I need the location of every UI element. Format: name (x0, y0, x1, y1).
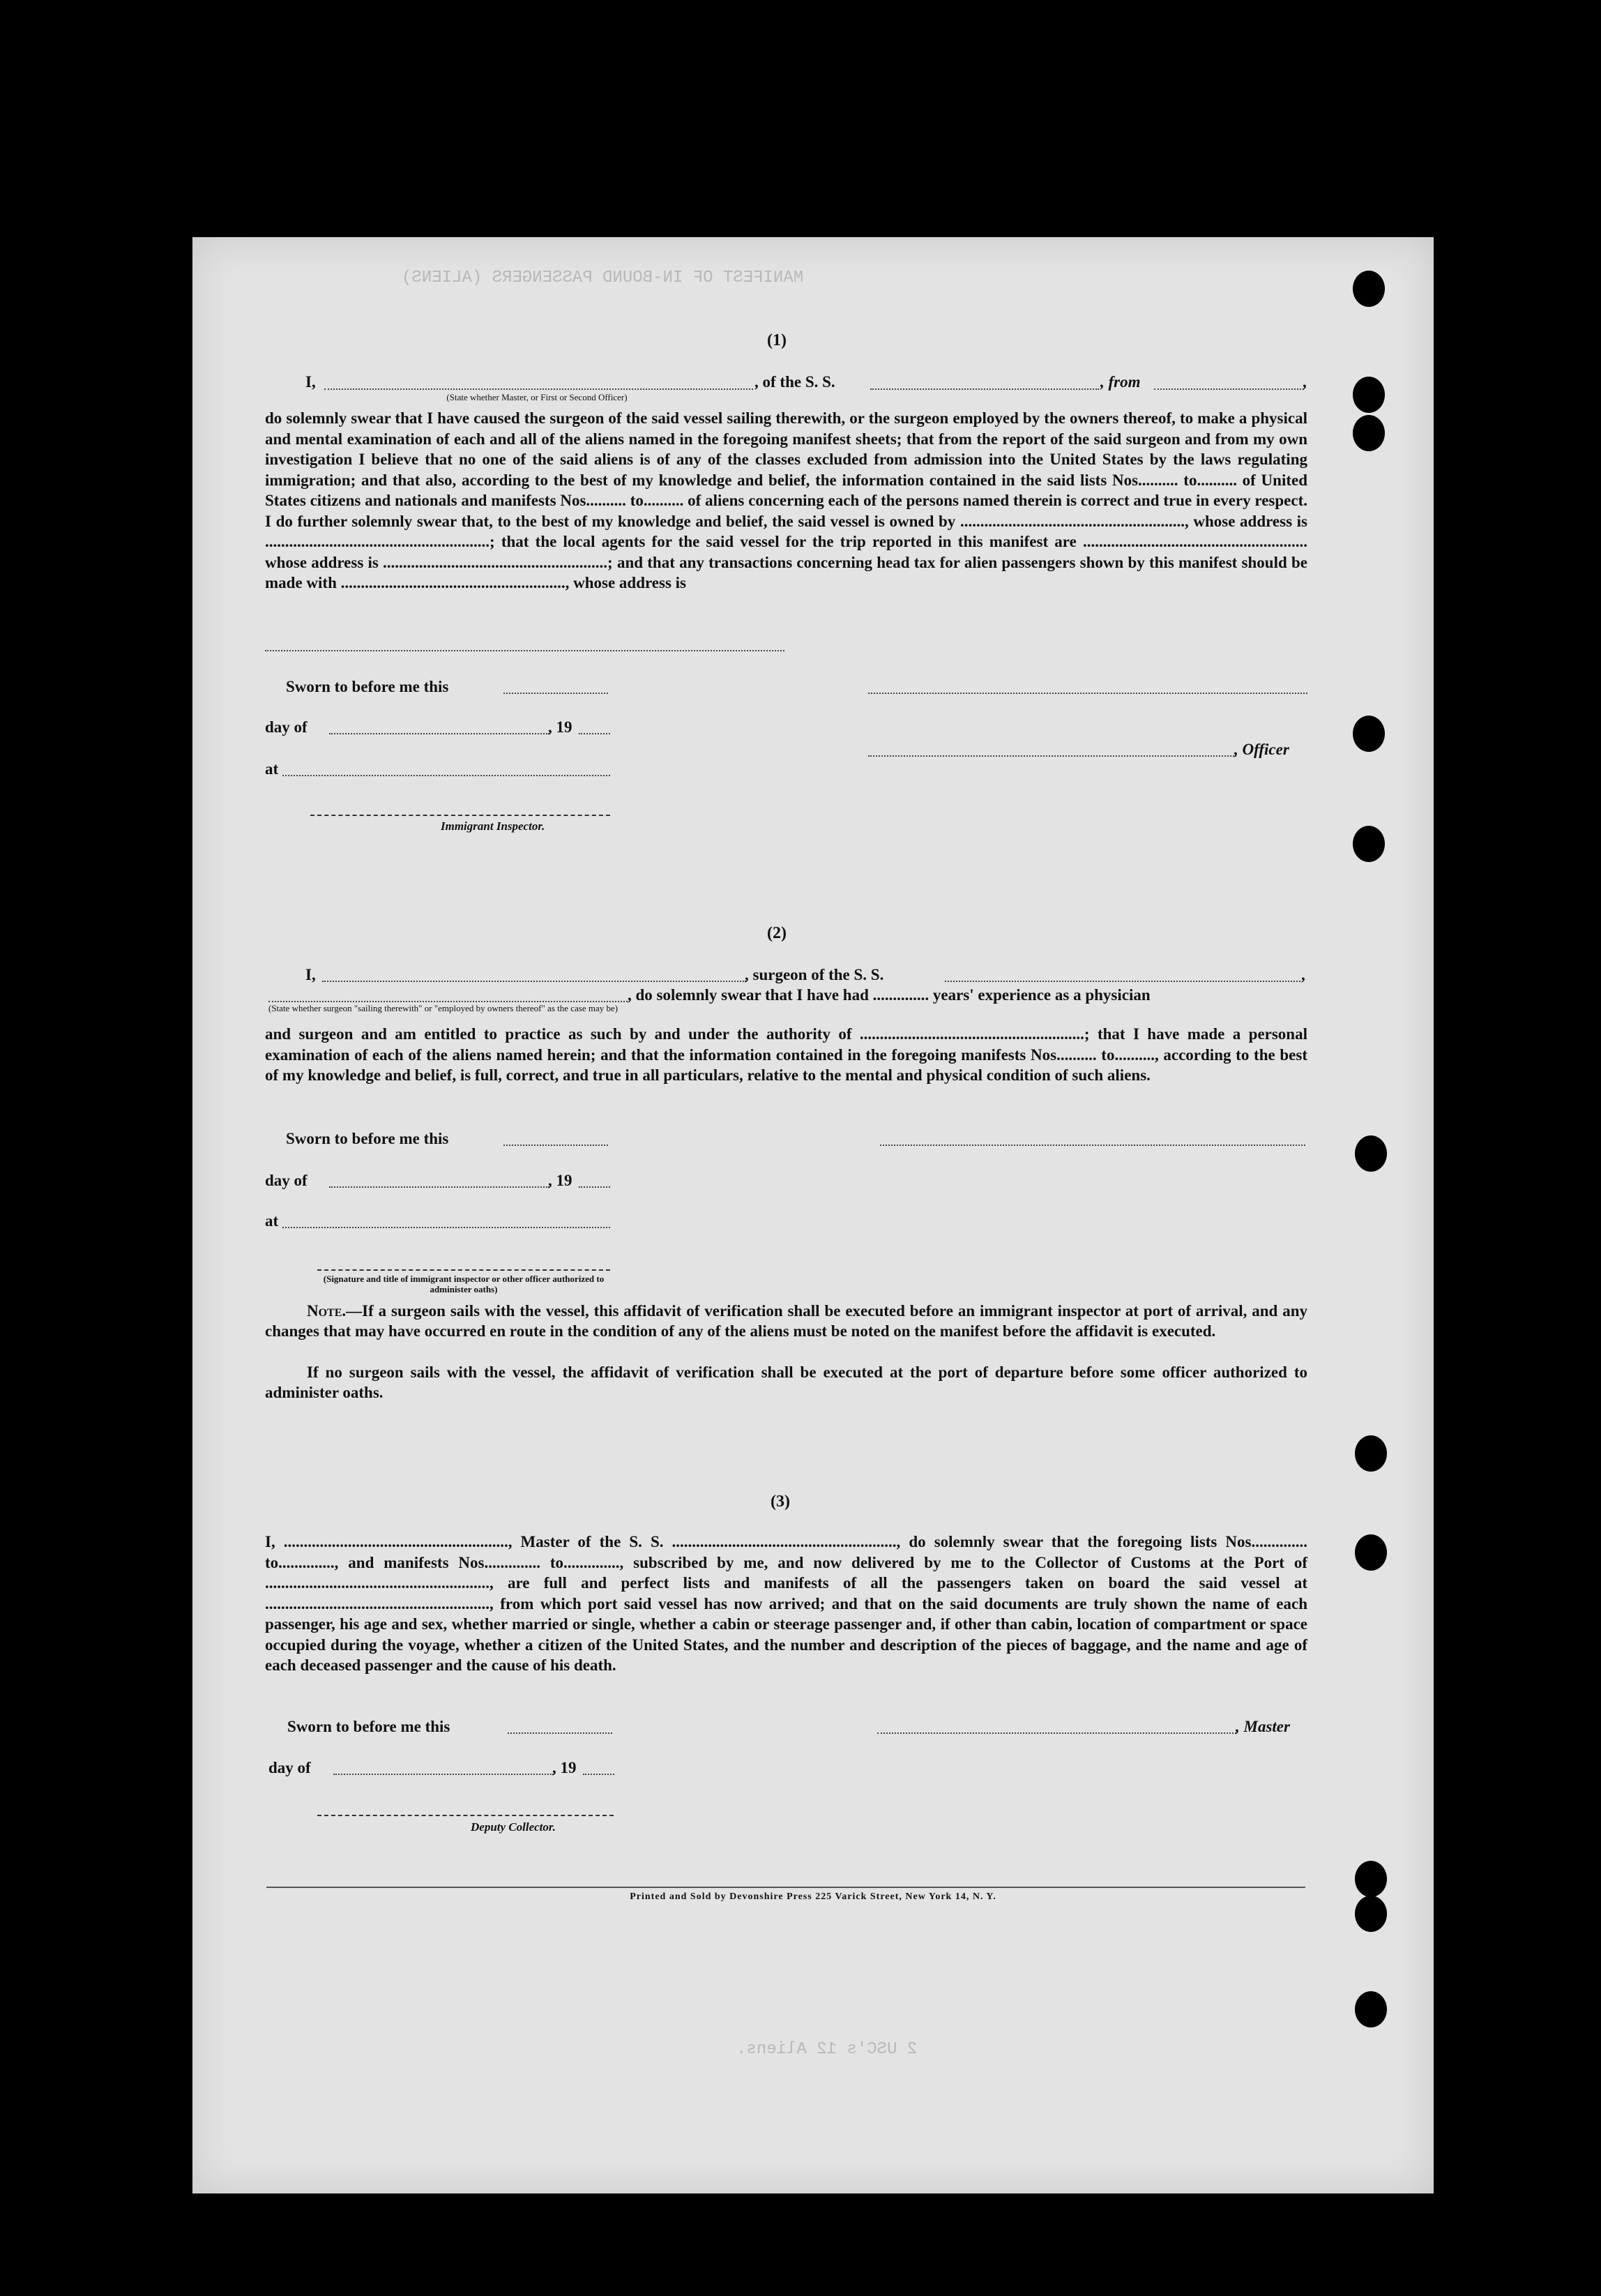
s3-master-line[interactable] (877, 1732, 1236, 1734)
section-1-number: (1) (767, 331, 787, 349)
s3-year-field[interactable] (583, 1774, 614, 1775)
s1-ship-name-field[interactable] (870, 388, 1099, 390)
s3-sworn-date-field[interactable] (508, 1732, 612, 1734)
s2-note-lead: Note. (307, 1302, 347, 1320)
section-3-number: (3) (771, 1493, 790, 1511)
s3-year-label: , 19 (552, 1759, 577, 1776)
s1-day-of-label: day of (265, 718, 308, 736)
s2-inspector-line[interactable] (317, 1269, 610, 1271)
punch-hole-4 (1353, 716, 1385, 752)
s1-from-label: , from (1100, 373, 1141, 391)
s2-sworn-date-field[interactable] (503, 1145, 608, 1146)
s3-day-of-field[interactable] (333, 1774, 554, 1775)
s1-inspector-line[interactable] (310, 815, 610, 816)
s3-oath-text: I, ........................................................, Master of the S. S. ........................................................, do solemnly swear that the foregoing lists Nos.............. to.............., and manifests Nos.............. to.............., subscribed by me, and now delivered by me to the Collector of Customs at the Port of ........................................................, are full and perfect lists and manifests of all the passengers taken on board the said vessel at ........................................................, from which port said vessel has now arrived; and that on the said documents are truly shown the name of each passenger, his age and sex, whether married or single, whether a cabin or steerage passenger and, if other than cabin, location of compartment or space occupied during the voyage, whether a citizen of the United States, and the number and description of the pieces of baggage, and the name and age of each deceased passenger and the cause of his death. (265, 1533, 1307, 1674)
s2-sworn-label: Sworn to before me this (286, 1130, 449, 1147)
s1-at-field[interactable] (282, 775, 610, 776)
s2-sublabel: (State whether surgeon "sailing therewith" or "employed by owners thereof" as the case may be) (268, 1003, 619, 1013)
punch-hole-6 (1355, 1135, 1387, 1172)
s2-oath-text: and surgeon and am entitled to practice as such by and under the authority of ........................................................; that I have made a personal examination of each of the aliens named herein; and that the information contained in the foregoing manifests Nos.......... to.........., according to the best of my knowledge and belief, is full, correct, and true in all particulars, relative to the mental and physical condition of such aliens. (265, 1025, 1307, 1084)
s2-year-field[interactable] (579, 1186, 610, 1188)
punch-hole-8 (1355, 1534, 1387, 1571)
s1-inspector-label: Immigrant Inspector. (441, 820, 545, 833)
s2-day-of-label: day of (265, 1172, 308, 1189)
bleed-through-footer: 2 USC's 12 Aliens. (736, 2040, 918, 2059)
s1-from-port-field[interactable] (1154, 388, 1304, 390)
s1-at-label: at (265, 760, 279, 778)
punch-hole-2 (1353, 377, 1385, 413)
s1-sworn-label: Sworn to before me this (286, 678, 449, 695)
s3-collector-line[interactable] (317, 1815, 614, 1816)
section-2-number: (2) (767, 924, 787, 942)
s3-master-label: , Master (1236, 1718, 1290, 1735)
s2-note-2: If no surgeon sails with the vessel, the affidavit of verification shall be executed at the port of departure before some officer authorized to administer oaths. (265, 1364, 1307, 1401)
punch-hole-11 (1355, 1991, 1387, 2027)
s2-year-label: , 19 (548, 1172, 572, 1189)
s2-ship-name-field[interactable] (945, 981, 1300, 982)
s1-year-label: , 19 (548, 718, 572, 736)
s1-oath-text: do solemnly swear that I have caused the surgeon of the said vessel sailing therewith, or the surgeon employed by the owners thereof, to make a physical and mental examination of each and all of the aliens named in the foregoing manifest sheets; that from the report of the said surgeon and from my own investigation I believe that no one of the said aliens is of any of the classes excluded from admission into the United States by the laws regulating immigration; and that also, according to the best of my knowledge and belief, the information contained in the said lists Nos.......... to.......... of United States citizens and nationals and manifests Nos.......... to.......... of aliens concerning each of the persons named therein is correct and true in every respect. I do further solemnly swear that, to the best of my knowledge and belief, the said vessel is owned by ........................................................, whose address is ........................................................; that the local agents for the said vessel for the trip reported in this manifest are ........................................................ whose address is ........................................................; and that any transactions concerning head tax for alien passengers shown by this manifest should be made with ........................................................, whose address is (265, 409, 1307, 591)
s2-surgeon-name-field[interactable] (322, 981, 746, 982)
s2-surgeon-label: , surgeon of the S. S. (745, 966, 884, 983)
s1-officer-line[interactable] (868, 755, 1236, 757)
s2-at-field[interactable] (282, 1227, 610, 1228)
punch-hole-3 (1353, 415, 1385, 451)
s3-day-of-label: day of (268, 1759, 311, 1776)
s2-signature-line[interactable] (880, 1145, 1305, 1146)
s2-signature-note: (Signature and title of immigrant inspector or other officer authorized to administer oaths) (323, 1274, 605, 1294)
s2-at-label: at (265, 1212, 279, 1230)
bleed-through-header: MANIFEST OF IN-BOUND PASSENGERS (ALIENS) (402, 269, 804, 287)
s2-surgeon-type-field[interactable] (268, 1001, 628, 1002)
s2-comma: , (1301, 966, 1305, 983)
s1-day-of-field[interactable] (329, 733, 549, 734)
s1-signature-line[interactable] (868, 693, 1307, 694)
s2-note-1 (265, 1301, 1307, 1341)
printer-footer: Printed and Sold by Devonshire Press 225 Varick Street, New York 14, N. Y. (630, 1891, 996, 1902)
footer-divider (266, 1887, 1305, 1888)
s2-note-1-text: —If a surgeon sails with the vessel, this affidavit of verification shall be executed before an immigrant inspector at port of arrival, and any changes that may have occurred en route in the condition of any of the aliens must be noted on the manifest before the affidavit is executed. (265, 1302, 1307, 1340)
s1-of-ss-label: , of the S. S. (754, 373, 835, 391)
s1-officer-label: , Officer (1234, 741, 1289, 758)
s1-sublabel: (State whether Master, or First or Second Officer) (446, 392, 628, 402)
s1-officer-name-field[interactable] (324, 388, 753, 390)
s2-years-text: , do solemnly swear that I have had .............. years' experience as a physician (628, 986, 1151, 1004)
punch-hole-7 (1355, 1435, 1387, 1472)
s2-i-label: I, (305, 966, 316, 983)
s1-year-field[interactable] (579, 733, 610, 734)
s1-sworn-date-field[interactable] (503, 693, 608, 694)
punch-hole-1 (1353, 271, 1385, 307)
s1-i-label: I, (305, 373, 316, 391)
s2-day-of-field[interactable] (329, 1186, 549, 1188)
s1-head-tax-address-field[interactable] (265, 650, 784, 651)
s1-comma: , (1303, 373, 1307, 391)
punch-hole-5 (1353, 826, 1385, 862)
s3-deputy-label: Deputy Collector. (471, 1820, 556, 1834)
s3-sworn-label: Sworn to before me this (287, 1718, 450, 1735)
